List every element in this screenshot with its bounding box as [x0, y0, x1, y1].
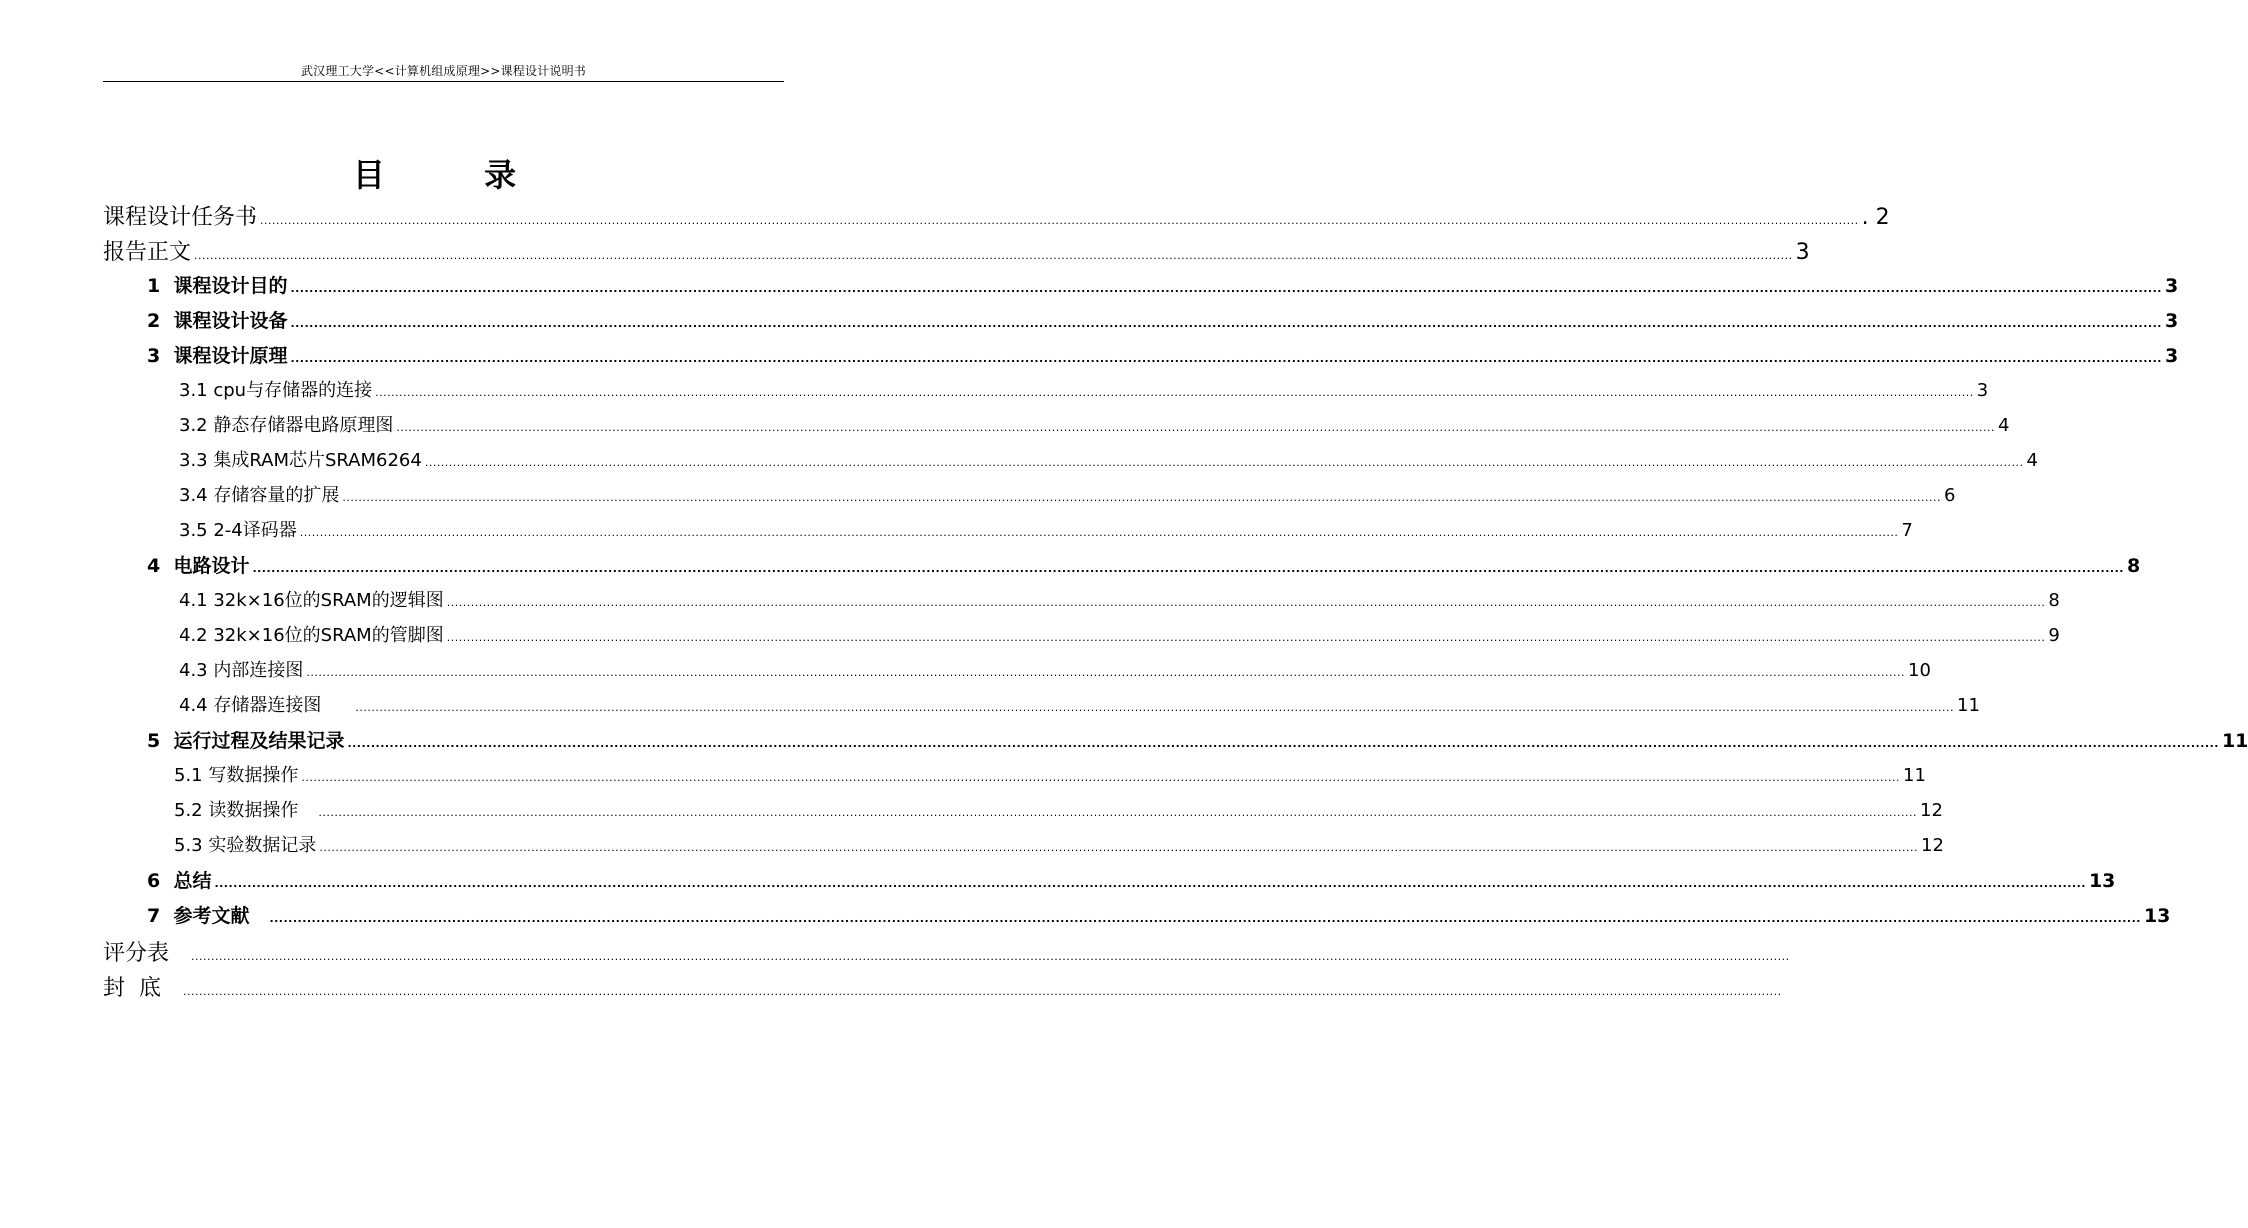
toc-entry-page: 12 — [1921, 835, 1944, 856]
toc-entry-page: 13 — [2088, 870, 2116, 892]
toc-leader: ................................................................................................................................................................................................................................................................................................................................................................................................................ — [446, 631, 2046, 644]
toc-entry[interactable] — [174, 831, 1944, 861]
toc-entry-page: 12 — [1920, 800, 1943, 821]
toc-leader: ................................................................................................................................................................................................................................................................................................................................................................................................................ — [214, 877, 2086, 890]
toc-entry-label: 3.2 静态存储器电路原理图 — [179, 415, 394, 436]
toc-leader: ................................................................................................................................................................................................................................................................................................................................................................................................................ — [260, 214, 1859, 227]
toc-entry[interactable] — [103, 936, 1790, 966]
toc-entry-label: 7 参考文献 — [147, 905, 250, 927]
toc-entry[interactable] — [179, 376, 1989, 406]
toc-entry-label: 5.2 读数据操作 — [174, 800, 299, 821]
toc-entry-label: 1 课程设计目的 — [147, 275, 288, 297]
toc-entry[interactable] — [103, 235, 1810, 265]
toc-entry-label: 3.1 cpu与存储器的连接 — [179, 380, 373, 401]
toc-leader: ................................................................................................................................................................................................................................................................................................................................................................................................................ — [194, 249, 1793, 262]
toc-entry-page: 3 — [1976, 380, 1989, 401]
toc-entry[interactable] — [179, 656, 1931, 686]
toc-leader: ................................................................................................................................................................................................................................................................................................................................................................................................................ — [290, 352, 2162, 365]
toc-leader: ................................................................................................................................................................................................................................................................................................................................................................................................................ — [191, 950, 1790, 963]
toc-entry-page: 7 — [1901, 520, 1913, 541]
toc-entry-label: 课程设计任务书 — [103, 205, 258, 230]
toc-entry-page: 3 — [1795, 240, 1810, 265]
toc-entry-label: 评分表 — [103, 941, 170, 966]
toc-entry[interactable] — [179, 516, 1913, 546]
toc-entry-page: 11 — [2221, 730, 2248, 752]
toc-entry[interactable] — [147, 271, 2179, 301]
toc-entry[interactable] — [174, 796, 1943, 826]
toc-leader: ................................................................................................................................................................................................................................................................................................................................................................................................................ — [299, 526, 1899, 539]
toc-entry[interactable] — [179, 411, 2010, 441]
toc-entry-page: 8 — [2126, 555, 2141, 577]
toc-entry-page: 11 — [1957, 695, 1980, 716]
toc-entry-page: . 2 — [1861, 205, 1890, 230]
toc-entry-label: 封 底 — [103, 976, 161, 1001]
toc-entry-label: 3.3 集成RAM芯片SRAM6264 — [179, 450, 422, 471]
toc-entry-page: 11 — [1903, 765, 1926, 786]
toc-entry-page: 8 — [2048, 590, 2060, 611]
toc-leader: ................................................................................................................................................................................................................................................................................................................................................................................................................ — [318, 806, 1917, 819]
toc-entry-label: 4.4 存储器连接图 — [179, 695, 322, 716]
toc-entry-label: 3.5 2-4译码器 — [179, 520, 297, 541]
toc-entry-page: 13 — [2143, 905, 2171, 927]
toc-entry-page: 3 — [2164, 310, 2179, 332]
toc-entry-label: 5.1 写数据操作 — [174, 765, 299, 786]
toc-entry-label: 4 电路设计 — [147, 555, 250, 577]
toc-leader: ................................................................................................................................................................................................................................................................................................................................................................................................................ — [301, 771, 1900, 784]
toc-entry-label: 4.1 32k×16位的SRAM的逻辑图 — [179, 590, 444, 611]
toc-leader: ................................................................................................................................................................................................................................................................................................................................................................................................................ — [252, 562, 2124, 575]
toc-leader: ................................................................................................................................................................................................................................................................................................................................................................................................................ — [269, 912, 2141, 925]
toc-entry-page: 9 — [2048, 625, 2060, 646]
toc-entry-page: 4 — [2026, 450, 2038, 471]
toc-entry[interactable] — [179, 621, 2060, 651]
toc-entry[interactable] — [174, 761, 1926, 791]
toc-entry[interactable] — [179, 691, 1980, 721]
toc-entry-page: 3 — [2164, 275, 2179, 297]
header-rule — [103, 81, 784, 82]
toc-entry[interactable] — [179, 586, 2060, 616]
toc-entry[interactable] — [179, 481, 1956, 511]
toc-entry-label: 5 运行过程及结果记录 — [147, 730, 345, 752]
toc-entry-label: 报告正文 — [103, 240, 192, 265]
toc-leader: ................................................................................................................................................................................................................................................................................................................................................................................................................ — [290, 282, 2162, 295]
toc-entry-label: 4.3 内部连接图 — [179, 660, 304, 681]
toc-leader: ................................................................................................................................................................................................................................................................................................................................................................................................................ — [424, 456, 2024, 469]
toc-entry[interactable] — [147, 726, 2248, 756]
toc-entry-page: 10 — [1908, 660, 1931, 681]
toc-leader: ................................................................................................................................................................................................................................................................................................................................................................................................................ — [290, 317, 2162, 330]
toc-entry-page: 6 — [1944, 485, 1956, 506]
toc-leader: ................................................................................................................................................................................................................................................................................................................................................................................................................ — [319, 841, 1918, 854]
toc-leader: ................................................................................................................................................................................................................................................................................................................................................................................................................ — [446, 596, 2046, 609]
toc-entry-page: 4 — [1998, 415, 2010, 436]
toc-leader: ................................................................................................................................................................................................................................................................................................................................................................................................................ — [347, 737, 2219, 750]
toc-entry-label: 4.2 32k×16位的SRAM的管脚图 — [179, 625, 444, 646]
toc-entry[interactable] — [147, 341, 2179, 371]
toc-entry[interactable] — [147, 866, 2116, 896]
toc-entry[interactable] — [179, 446, 2038, 476]
toc-leader: ................................................................................................................................................................................................................................................................................................................................................................................................................ — [375, 386, 1974, 399]
toc-entry-label: 3 课程设计原理 — [147, 345, 288, 367]
page-title: 目 录 — [352, 156, 561, 194]
toc-entry[interactable] — [147, 551, 2141, 581]
toc-leader: ................................................................................................................................................................................................................................................................................................................................................................................................................ — [183, 985, 1782, 998]
toc-entry-label: 5.3 实验数据记录 — [174, 835, 317, 856]
toc-entry-page: 3 — [2164, 345, 2179, 367]
running-header: 武汉理工大学<<计算机组成原理>>课程设计说明书 — [300, 64, 587, 78]
toc-entry[interactable] — [103, 971, 1782, 1001]
toc-entry-label: 6 总结 — [147, 870, 212, 892]
toc-leader: ................................................................................................................................................................................................................................................................................................................................................................................................................ — [355, 701, 1954, 714]
toc-leader: ................................................................................................................................................................................................................................................................................................................................................................................................................ — [396, 421, 1995, 434]
toc-entry-label: 3.4 存储容量的扩展 — [179, 485, 340, 506]
toc-entry[interactable] — [147, 901, 2171, 931]
toc-leader: ................................................................................................................................................................................................................................................................................................................................................................................................................ — [306, 666, 1905, 679]
toc-entry[interactable] — [147, 306, 2179, 336]
toc-entry-label: 2 课程设计设备 — [147, 310, 288, 332]
toc-leader: ................................................................................................................................................................................................................................................................................................................................................................................................................ — [342, 491, 1941, 504]
toc-entry[interactable] — [103, 200, 1890, 230]
